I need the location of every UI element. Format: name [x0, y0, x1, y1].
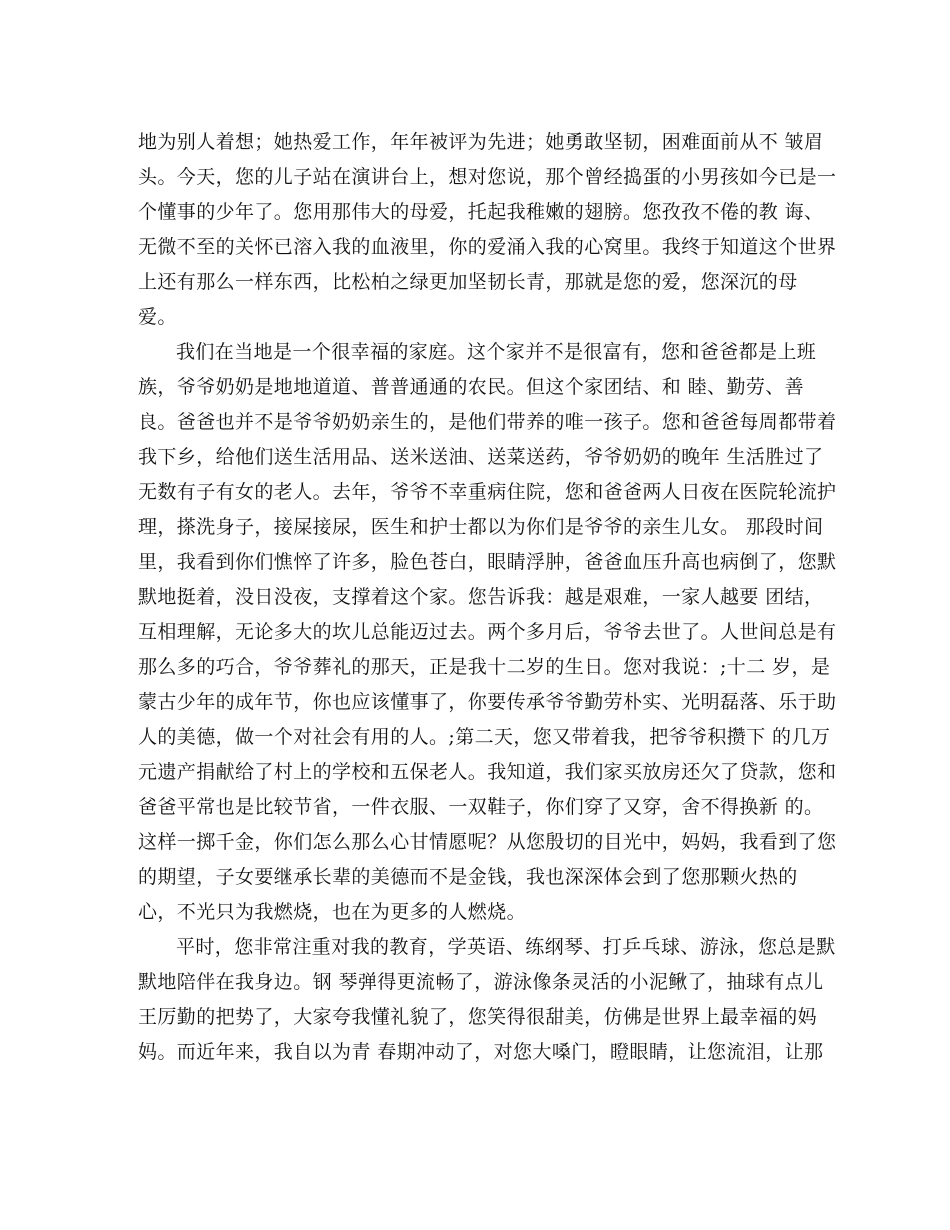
- text-line: 头。今天，您的儿子站在演讲台上，想对您说，那个曾经捣蛋的小男孩如今已是一: [138, 166, 837, 188]
- text-line: 上还有那么一样东西，比松柏之绿更加坚韧长青，那就是您的爱，您深沉的母: [138, 271, 798, 293]
- text-line: 元遗产捐献给了村上的学校和五保老人。我知道，我们家买放房还欠了贷款，您和: [138, 761, 837, 783]
- text-line: 我下乡，给他们送生活用品、送米送油、送菜送药，爷爷奶奶的晚年 生活胜过了: [138, 446, 824, 468]
- text-line: 无微不至的关怀已溶入我的血液里，你的爱涌入我的心窝里。我终于知道这个世界: [138, 236, 837, 258]
- text-line: 良。爸爸也并不是爷爷奶奶亲生的，是他们带养的唯一孩子。您和爸爸每周都带着: [138, 411, 837, 433]
- text-line: 个懂事的少年了。您用那伟大的母爱，托起我稚嫩的翅膀。您孜孜不倦的教 诲、: [138, 201, 824, 223]
- text-line: 蒙古少年的成年节，你也应该懂事了，你要传承爷爷勤劳朴实、光明磊落、乐于助: [138, 691, 837, 713]
- text-line: 无数有子有女的老人。去年，爷爷不幸重病住院，您和爸爸两人日夜在医院轮流护: [138, 481, 837, 503]
- text-line: 妈。而近年来，我自以为青 春期冲动了，对您大嗓门，瞪眼睛，让您流泪，让那: [138, 1041, 824, 1063]
- text-line: 互相理解，无论多大的坎儿总能迈过去。两个多月后，爷爷去世了。人世间总是有: [138, 621, 837, 643]
- text-line: 默地挺着，没日没夜，支撑着这个家。您告诉我：越是艰难，一家人越要 团结，: [138, 586, 824, 608]
- text-line: 王厉勤的把势了，大家夸我懂礼貌了，您笑得很甜美，仿佛是世界上最幸福的妈: [138, 1006, 818, 1028]
- text-line: 的期望，子女要继承长辈的美德而不是金钱，我也深深体会到了您那颗火热的: [138, 866, 798, 888]
- text-line: 人的美德，做一个对社会有用的人。;第二天，您又带着我，把爷爷积攒下 的几万: [138, 726, 831, 748]
- text-line: 地为别人着想；她热爱工作，年年被评为先进；她勇敢坚韧，困难面前从不 皱眉: [138, 131, 824, 153]
- text-line: 默地陪伴在我身边。钢 琴弹得更流畅了，游泳像条灵活的小泥鳅了，抽球有点儿: [138, 971, 824, 993]
- text-line: 这样一掷千金，你们怎么那么心甘情愿呢？从您殷切的目光中，妈妈，我看到了您: [138, 831, 837, 853]
- text-line: 族，爷爷奶奶是地地道道、普普通通的农民。但这个家团结、和 睦、勤劳、善: [138, 376, 805, 398]
- text-line: 里，我看到你们憔悴了许多，脸色苍白，眼睛浮肿，爸爸血压升高也病倒了，您默: [138, 551, 837, 573]
- text-line: 爸爸平常也是比较节省，一件衣服、一双鞋子，你们穿了又穿，舍不得换新 的。: [138, 796, 824, 818]
- text-line: 理，搽洗身子，接屎接尿，医生和护士都以为你们是爷爷的亲生儿女。 那段时间: [138, 516, 824, 538]
- text-line: 爱。: [138, 306, 177, 328]
- paragraph-first-line: 平时，您非常注重对我的教育，学英语、练纲琴、打乒乓球、游泳，您总是默: [176, 936, 836, 958]
- text-line: 心，不光只为我燃烧，也在为更多的人燃烧。: [138, 901, 527, 923]
- text-line: 那么多的巧合，爷爷葬礼的那天，正是我十二岁的生日。您对我说：;十二 岁，是: [138, 656, 831, 678]
- paragraph-first-line: 我们在当地是一个很幸福的家庭。这个家并不是很富有，您和爸爸都是上班: [176, 341, 817, 363]
